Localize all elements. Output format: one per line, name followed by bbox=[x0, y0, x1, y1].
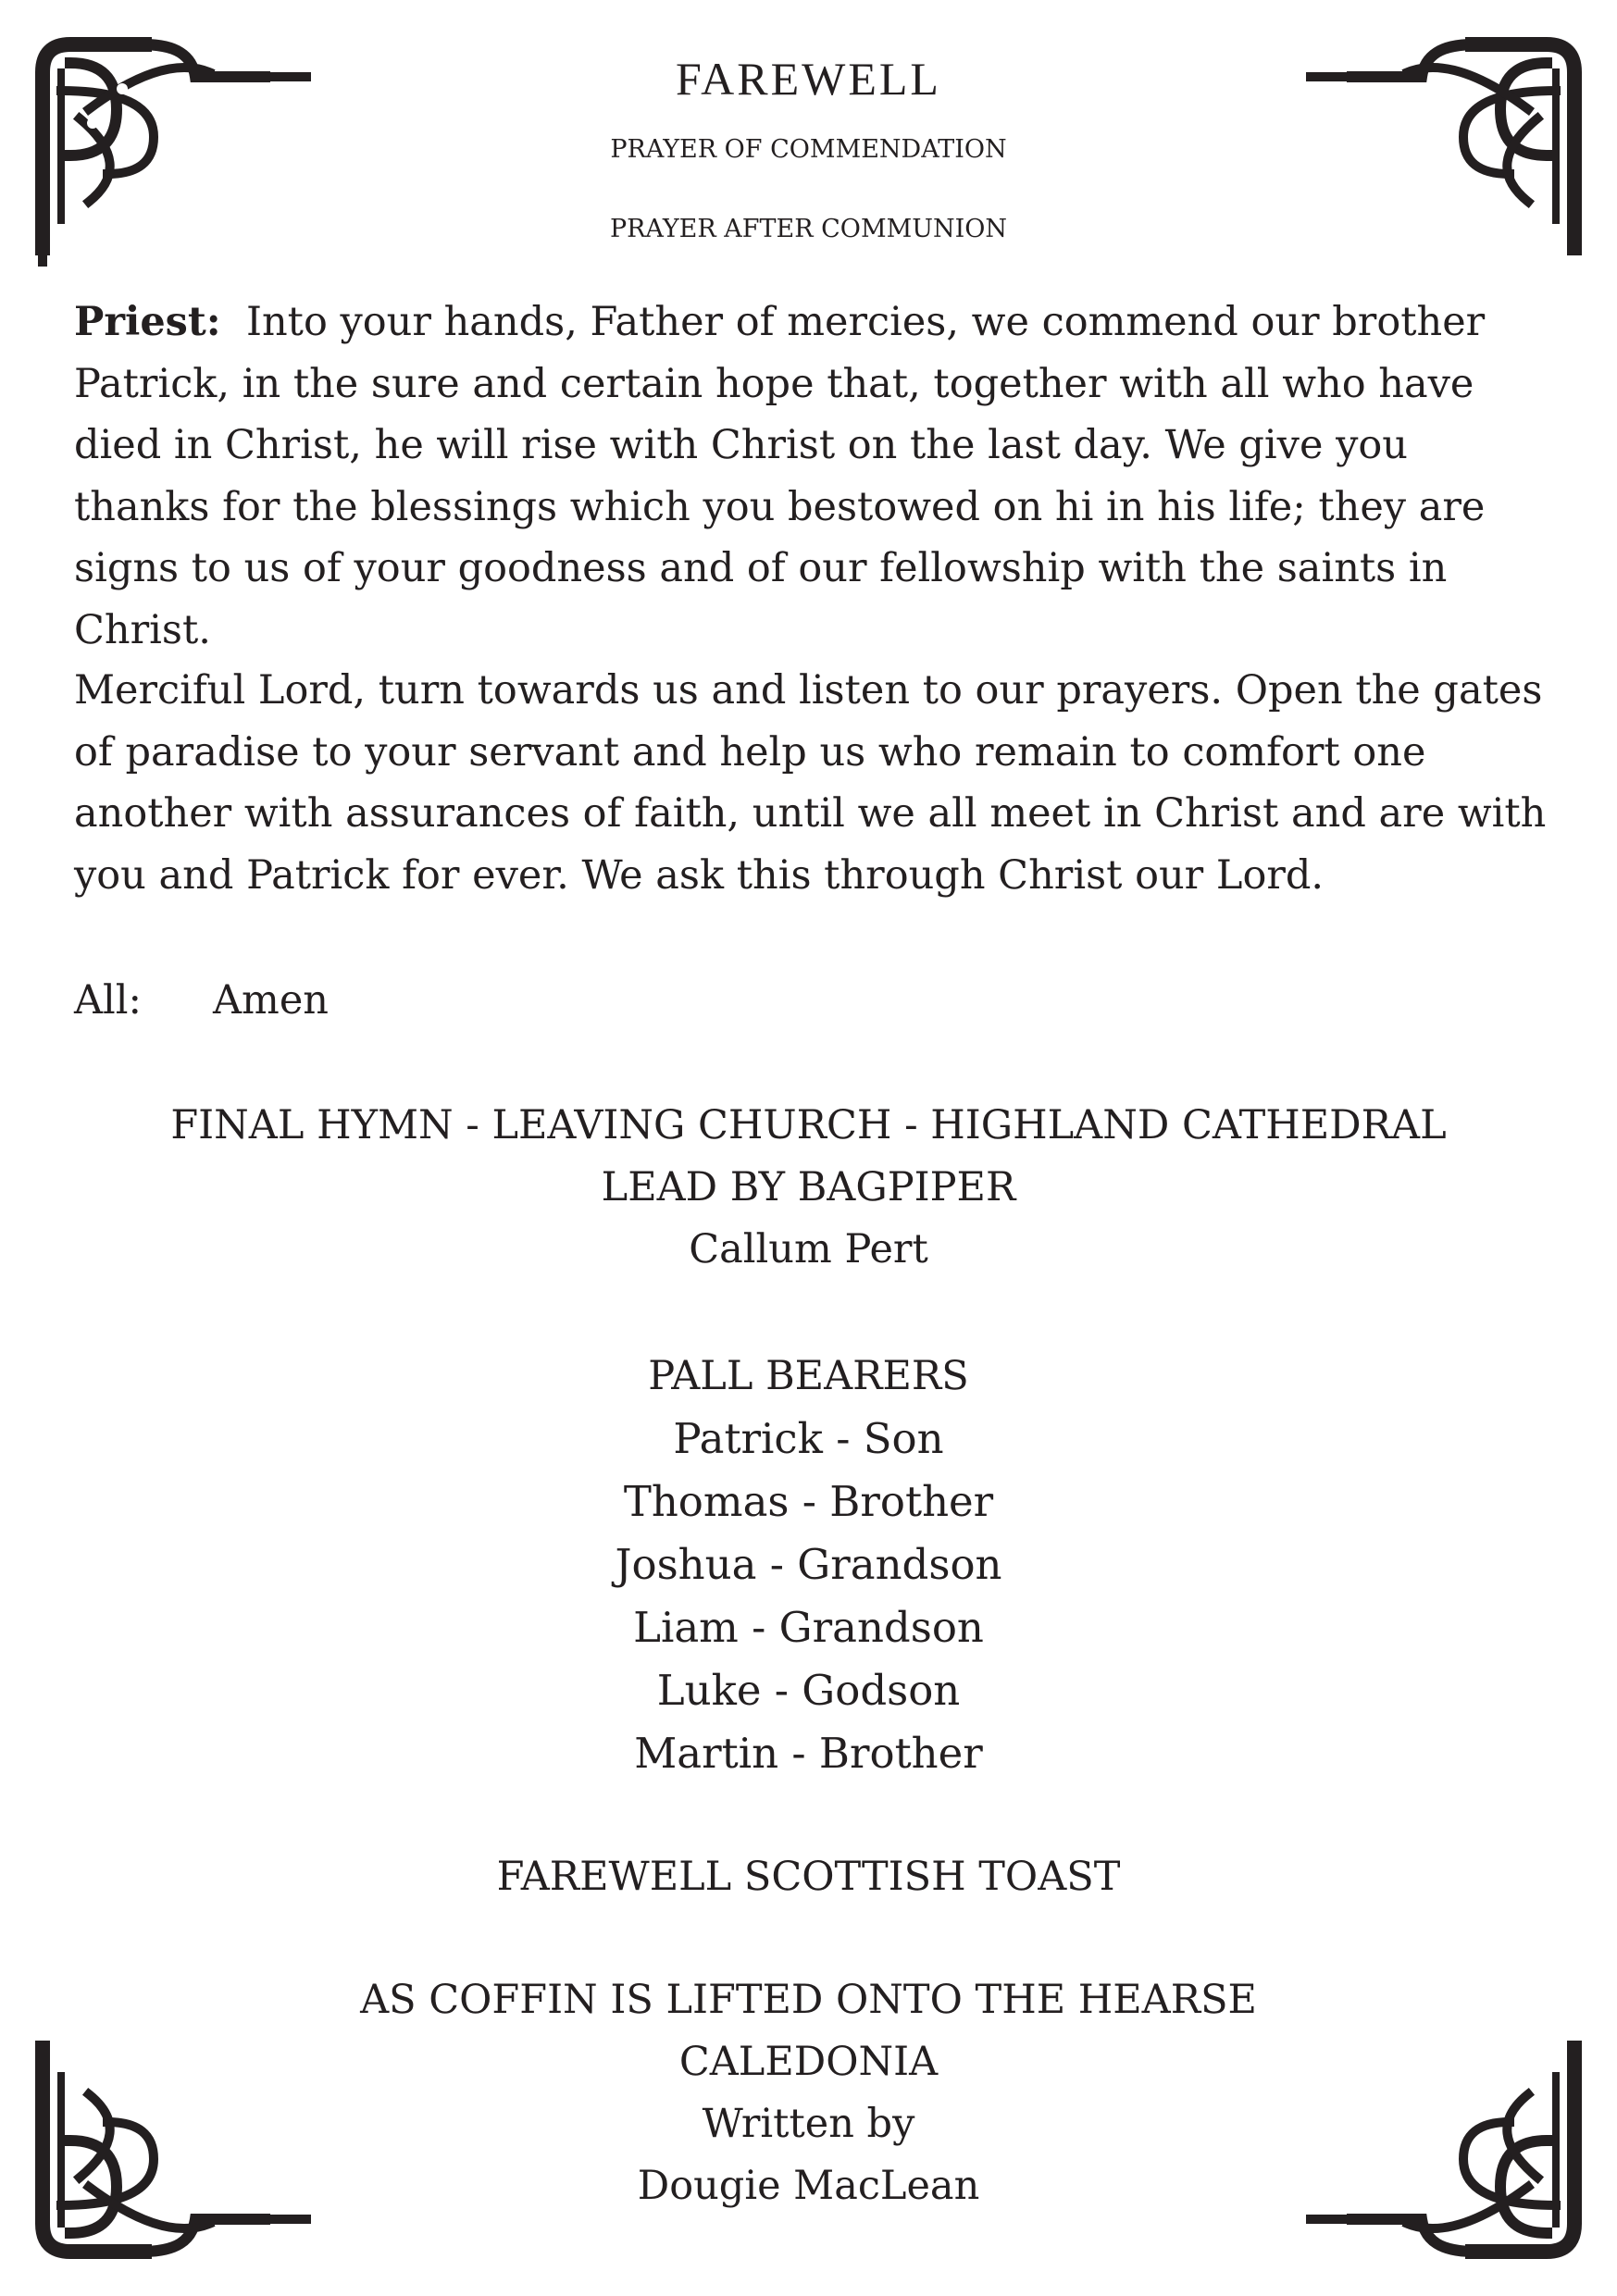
pall-bearer-item: Liam - Grandson bbox=[633, 1603, 984, 1652]
song-title: CALEDONIA bbox=[678, 2039, 939, 2085]
all-label: All: bbox=[74, 977, 143, 1024]
scottish-toast-heading: FAREWELL SCOTTISH TOAST bbox=[496, 1854, 1121, 1900]
scottish-toast-section bbox=[0, 1846, 1617, 1908]
pall-bearer-item: Joshua - Grandson bbox=[615, 1540, 1002, 1589]
priest-label: Priest: bbox=[74, 299, 221, 345]
pall-bearer-item: Martin - Brother bbox=[634, 1729, 983, 1778]
response-text: Amen bbox=[213, 977, 329, 1024]
coffin-heading: AS COFFIN IS LIFTED ONTO THE HEARSE bbox=[360, 1977, 1257, 2023]
final-hymn-section bbox=[0, 1095, 1617, 1281]
subtitle-prayer-of-commendation: PRAYER OF COMMENDATION bbox=[610, 135, 1007, 164]
song-author: Dougie MacLean bbox=[637, 2163, 980, 2209]
coffin-song-section bbox=[0, 1969, 1617, 2217]
bagpiper-name: Callum Pert bbox=[689, 1226, 928, 1272]
page-title: FAREWELL bbox=[676, 53, 941, 105]
pall-bearer-item: Luke - Godson bbox=[656, 1666, 961, 1715]
subtitle-prayer-after-communion: PRAYER AFTER COMMUNION bbox=[609, 215, 1008, 243]
bagpiper-heading: LEAD BY BAGPIPER bbox=[601, 1164, 1016, 1210]
final-hymn-heading: FINAL HYMN - LEAVING CHURCH - HIGHLAND CATHEDRAL bbox=[170, 1102, 1447, 1148]
pall-bearer-item: Thomas - Brother bbox=[623, 1477, 994, 1526]
prayer-paragraph-2: Merciful Lord, turn towards us and listen to our prayers. Open the gates of paradise to your servant and help us who remain to comfort one another with assurances of faith, until we all meet in Christ and are with you and Patrick for ever. We ask this through Christ our Lord. bbox=[74, 667, 1547, 899]
prayer-paragraph-1 bbox=[74, 292, 1555, 661]
prayer-text-1: Into your hands, Father of mercies, we commend our brother Patrick, in the sure and certain hope that, together with all who have died in Christ, he will rise with Christ on the last day. We give you thanks for the blessings which you bestowed on hi in his life; they are signs to us of your goodness and of our fellowship with the saints in Christ. bbox=[74, 299, 1486, 653]
pall-bearers-heading: PALL BEARERS bbox=[648, 1353, 969, 1399]
song-credit: Written by bbox=[702, 2101, 915, 2147]
pall-bearer-item: Patrick - Son bbox=[673, 1414, 944, 1463]
congregation-response bbox=[74, 970, 329, 1031]
pall-bearers-section bbox=[0, 1346, 1617, 1785]
